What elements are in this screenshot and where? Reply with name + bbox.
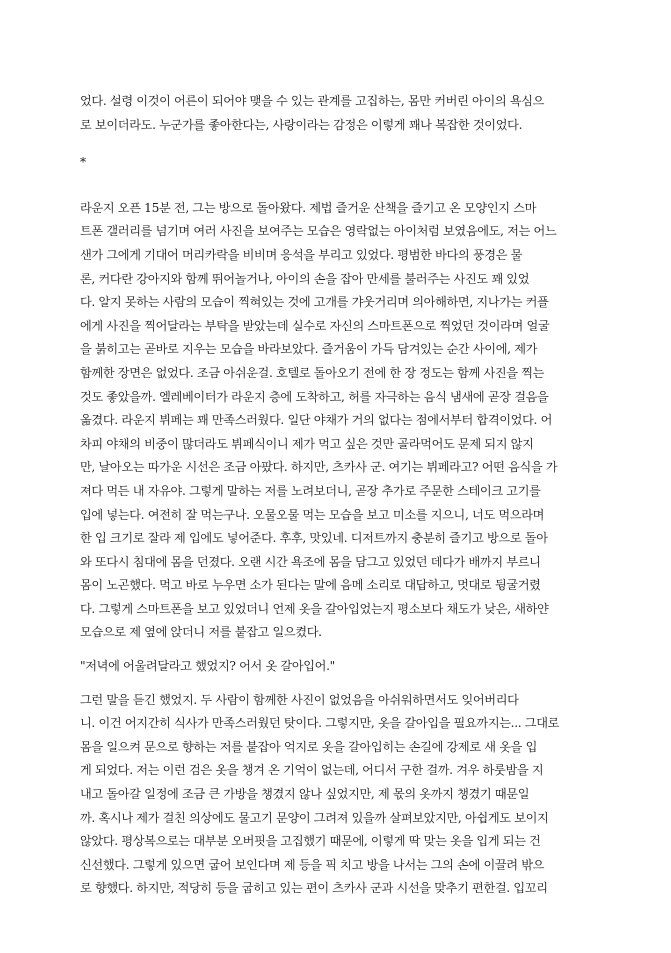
text-line: 로 향했다. 하지만, 적당히 등을 굽히고 있는 편이 츠카사 군과 시선을 맞추기 편한걸. 입꼬리 bbox=[80, 881, 548, 896]
text-line: 로 보이더라도. 누군가를 좋아한다는, 사랑이라는 감정은 이렇게 꽤나 복잡한 것이었다. bbox=[80, 117, 523, 132]
text-line: 한 입 크기로 잘라 제 입에도 넣어준다. 후후, 맛있네. 디저트까지 충분히 즐기고 방으로 돌아 bbox=[80, 531, 548, 546]
document-page bbox=[80, 90, 586, 901]
text-line: 것도 좋았을까. 엘레베이터가 라운지 층에 도착하고, 허를 자극하는 음식 냄새에 곧장 걸음을 bbox=[80, 389, 549, 404]
text-line: 져다 먹든 내 자유야. 그렇게 말하는 저를 노려보더니, 곧장 추가로 주문한 스테이크 고기를 bbox=[80, 483, 541, 498]
text-line: 만, 날아오는 따가운 시선은 조금 아팠다. 하지만, 츠카사 군. 여기는 뷔페라고? 어떤 음식을 가 bbox=[80, 460, 558, 475]
text-line: 차피 야채의 비중이 많더라도 뷔페식이니 제가 먹고 싶은 것만 골라먹어도 문제 되지 않지 bbox=[80, 436, 534, 451]
text-line: 모습으로 제 옆에 앉더니 저를 붙잡고 일으켰다. bbox=[80, 625, 322, 640]
text-line: 에게 사진을 찍어달라는 부탁을 받았는데 실수로 자신의 스마트폰으로 찍었던 것이라며 얼굴 bbox=[80, 318, 550, 333]
text-line: "저녁에 어울려달라고 했었지? 어서 옷 갈아입어." bbox=[80, 659, 335, 674]
text-line: 샌가 그에게 기대어 머리카락을 비비며 응석을 부리고 있었다. 평범한 바다의 풍경은 물 bbox=[80, 247, 523, 262]
text-line: 입에 넣는다. 여전히 잘 먹는구나. 오물오물 먹는 모습을 보고 미소를 지으니, 너도 먹으라며 bbox=[80, 507, 545, 522]
text-line: 함께한 장면은 없었다. 조금 아쉬운걸. 호텔로 돌아오기 전에 한 장 정도는 함께 사진을 찍는 bbox=[80, 365, 545, 380]
intro-paragraph bbox=[80, 90, 586, 137]
text-line: 라운지 오픈 15분 전, 그는 방으로 돌아왔다. 제법 즐거운 산책을 즐기고 온 모양인지 스마 bbox=[80, 200, 537, 215]
dialogue-quote bbox=[80, 655, 586, 679]
text-line: 그런 말을 듣긴 했었지. 두 사람이 함께한 사진이 없었음을 아쉬워하면서도 잊어버리다 bbox=[80, 692, 519, 707]
text-line: 와 또다시 침대에 몸을 던졌다. 오랜 시간 욕조에 몸을 담그고 있었던 데다가 배까지 부르니 bbox=[80, 554, 541, 569]
section-separator: * bbox=[80, 155, 87, 170]
text-line: 니. 이건 어지간히 식사가 만족스러웠던 탓이다. 그렇지만, 옷을 갈아입을 필요까지는... 그대로 bbox=[80, 716, 560, 731]
text-line: 내고 돌아갈 일정에 조금 큰 가방을 챙겼지 않나 싶었지만, 제 몫의 옷까지 챙겼기 때문일 bbox=[80, 787, 530, 802]
text-line: 몸을 일으켜 문으로 향하는 저를 붙잡아 억지로 옷을 갈아입히는 손길에 강제로 새 옷을 입 bbox=[80, 739, 538, 754]
text-line: 신선했다. 그렇게 있으면 굽어 보인다며 제 등을 픽 치고 방을 나서는 그의 손에 이끌려 밖으 bbox=[80, 857, 545, 872]
text-line: 게 되었다. 저는 이런 검은 옷을 챙겨 온 기억이 없는데, 어디서 구한 걸까. 겨우 하룻밤을 지 bbox=[80, 763, 544, 778]
text-line: 옮겼다. 라운지 뷔페는 꽤 만족스러웠다. 일단 야채가 거의 없다는 점에서부터 합격이었다. 어 bbox=[80, 413, 552, 428]
text-line: 트폰 갤러리를 넘기며 여러 사진을 보여주는 모습은 영락없는 아이처럼 보였음에도, 저는 어느 bbox=[80, 224, 557, 239]
text-line: 었다. 설령 이것이 어른이 되어야 맺을 수 있는 관계를 고집하는, 몸만 커버린 아이의 욕심으 bbox=[80, 94, 545, 108]
text-line: 을 붉히고는 곧바로 지우는 모습을 바라보았다. 즐거움이 가득 담겨있는 순간 사이에, 제가 bbox=[80, 342, 538, 357]
text-line: 몸이 노곤했다. 먹고 바로 누우면 소가 된다는 말에 음메 소리로 대답하고, 멋대로 뒹굴거렸 bbox=[80, 578, 541, 593]
text-line: 론, 커다란 강아지와 함께 뛰어놀거나, 아이의 손을 잡아 만세를 불러주는 사진도 꽤 있었 bbox=[80, 271, 530, 286]
text-line: 까. 혹시나 제가 걸친 의상에도 물고기 문양이 그려져 있을까 살펴보았지만, 아쉽게도 보이지 bbox=[80, 810, 549, 825]
text-line: 다. 그렇게 스마트폰을 보고 있었더니 언제 옷을 갈아입었는지 평소보다 채도가 낮은, 새하얀 bbox=[80, 601, 549, 616]
text-line: 않았다. 평상복으로는 대부분 오버핏을 고집했기 때문에, 이렇게 딱 맞는 옷을 입게 되는 건 bbox=[80, 834, 541, 849]
text-line: 다. 알지 못하는 사람의 모습이 찍혀있는 것에 고개를 갸웃거리며 의아해하면, 지나가는 커플 bbox=[80, 295, 549, 310]
body-paragraph-2 bbox=[80, 689, 586, 901]
body-paragraph-1 bbox=[80, 197, 586, 645]
